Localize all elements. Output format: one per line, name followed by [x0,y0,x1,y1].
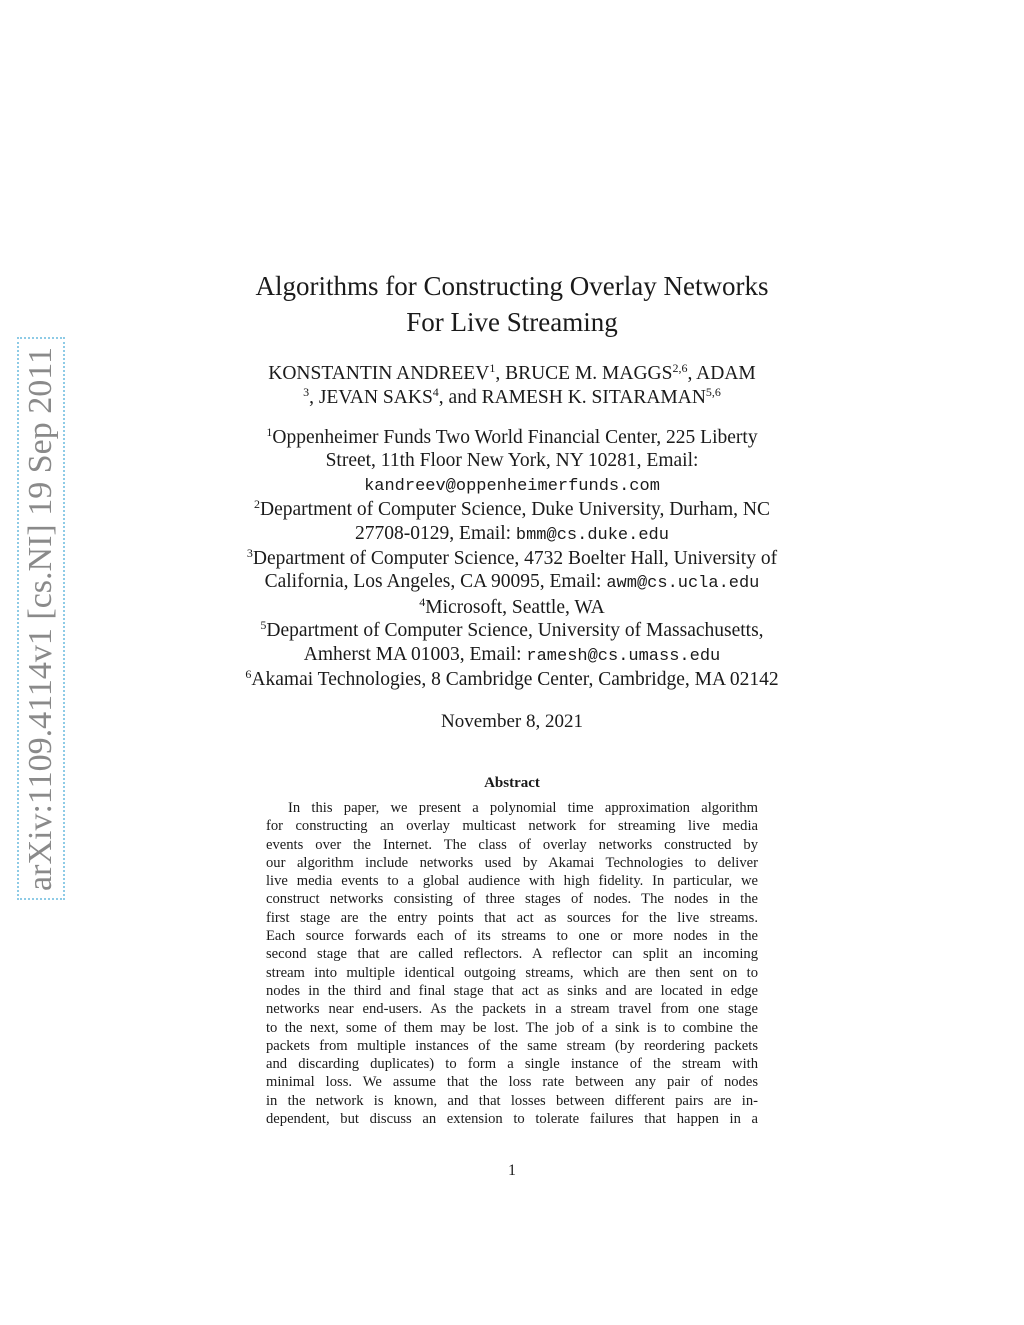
author-affiliation-mark: 5,6 [705,385,721,399]
abstract-line: In this paper, we present a polynomial time approximation algorithm [288,800,758,816]
abstract-line: events over the Internet. The class of overlay networks constructed by [266,836,758,853]
paper-title [180,268,844,340]
affiliation-2-line-2: 27708-0129, Email: bmm@cs.duke.edu [355,522,669,545]
publication-date: November 8, 2021 [441,711,583,732]
title-line-1: Algorithms for Constructing Overlay Networks [255,271,769,301]
author-name: RAMESH K. SITARAMAN [481,387,706,408]
author-affiliation-mark: 3 [303,385,310,399]
abstract-heading: Abstract [484,775,540,791]
affiliation-4-line-1: $^4$Microsoft, Seattle, WA [419,594,605,618]
affiliation-list [175,426,849,691]
author-affiliation-mark: 1 [489,361,496,375]
affiliation-3-line-2: California, Los Angeles, CA 90095, Email: awm@cs.ucla.edu [264,571,760,594]
abstract-line: stream into multiple identical outgoing streams, which are then sent on to [266,964,758,981]
affiliation-5-line-1: $^5$Department of Computer Science, University of Massachusetts, [260,618,764,642]
email-address: awm@cs.ucla.edu [606,574,760,594]
affiliation-6-line-1: $^6$Akamai Technologies, 8 Cambridge Center, Cambridge, MA 02142 [245,667,779,691]
abstract-line: Each source forwards each of its streams to one or more nodes in the [266,928,758,945]
email-address: ramesh@cs.umass.edu [526,646,721,666]
author-affiliation-mark: 4 [432,385,439,399]
abstract-line: for constructing an overlay multicast network for streaming live media [266,818,758,835]
abstract-line: our algorithm include networks used by Akamai Technologies to deliver [266,854,758,871]
affiliation-3-line-1: $^3$Department of Computer Science, 4732 Boelter Hall, University of [246,546,778,570]
abstract-line: live media events to a global audience with high fidelity. In particular, we [266,873,758,890]
abstract-line: to the next, some of them may be lost. The job of a sink is to combine the [266,1019,758,1036]
author-name: JEVAN SAKS [318,387,433,408]
abstract-line: first stage are the entry points that act as sources for the live streams. [266,909,758,926]
page-number: 1 [508,1162,516,1179]
abstract-line: and discarding duplicates) to form a single instance of the stream with [266,1056,758,1073]
abstract-line: minimal loss. We assume that the loss rate between any pair of nodes [266,1074,758,1091]
abstract-line: second stage that are called reflectors. A reflector can split an incoming [266,946,758,963]
author-affiliation-mark: 2,6 [672,361,688,375]
abstract-line: networks near end-users. As the packets in a stream travel from one stage [266,1001,758,1018]
abstract-body [266,799,758,1128]
abstract-line: packets from multiple instances of the same stream (by reordering packets [266,1037,758,1054]
affiliation-2-line-1: $^2$Department of Computer Science, Duke University, Durham, NC [254,497,770,521]
author-list: KONSTANTIN ANDREEV$^1$, BRUCE M. MAGGS$^{2,6}$, ADAM $^3$, JEVAN SAKS$^4$, and RAMESH K. SITARAMAN$^{5,6}$ [268,361,756,408]
author-name: KONSTANTIN ANDREEV [268,363,490,384]
author-name: BRUCE M. MAGGS [505,363,673,384]
title-line-2: For Live Streaming [406,307,618,337]
abstract-line: in the network is known, and that losses between different pairs are in- [266,1092,758,1109]
abstract-line: nodes in the third and final stage that act as sinks and are located in edge [266,982,758,999]
affiliation-5-line-2: Amherst MA 01003, Email: ramesh@cs.umass.edu [303,643,721,666]
arxiv-identifier-text: arXiv:1109.4114v1 [cs.NI] 19 Sep 2011 [22,346,59,891]
email-address: kandreev@oppenheimerfunds.com [364,476,660,496]
affiliation-1-email [175,473,849,498]
affiliation-1-line-1: $^1$Oppenheimer Funds Two World Financial Center, 225 Liberty [266,425,758,448]
affiliation-1-line-2: Street, 11th Floor New York, NY 10281, Email: [325,450,699,472]
abstract-line: construct networks consisting of three stages of nodes. The nodes in the [266,891,758,908]
abstract-line: dependent, but discuss an extension to tolerate failures that happen in a [266,1111,758,1128]
arxiv-identifier-stamp [17,337,65,900]
email-address: bmm@cs.duke.edu [515,525,669,545]
